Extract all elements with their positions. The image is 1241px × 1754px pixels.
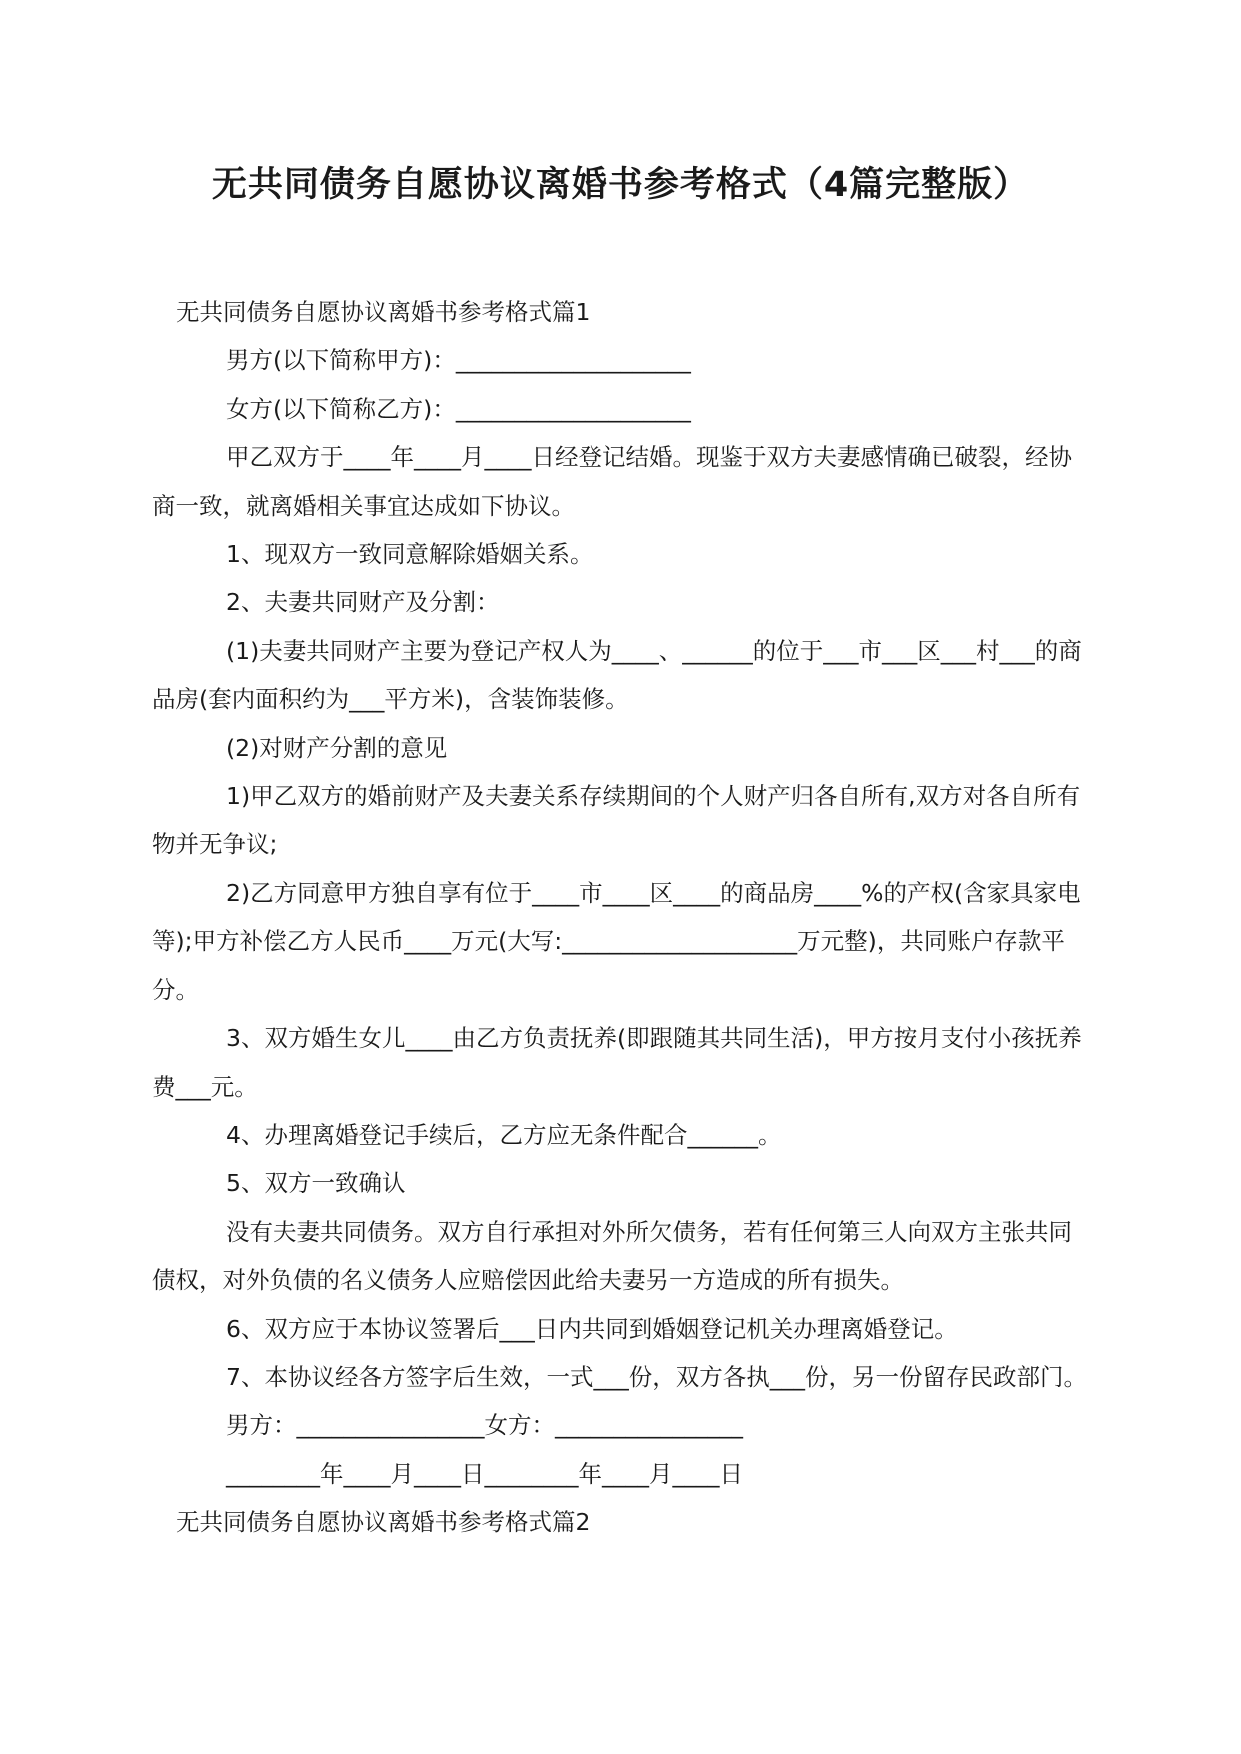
clause-5-text: 没有夫妻共同债务。双方自行承担对外所欠债务，若有任何第三人向双方主张共同债权，对外负债的名义债务人应赔偿因此给夫妻另一方造成的所有损失。 — [152, 1217, 1072, 1295]
clause-6: 6、双方应于本协议签署后___日内共同到婚姻登记机关办理离婚登记。 — [226, 1314, 958, 1343]
clause-1: 1、现双方一致同意解除婚姻关系。 — [226, 540, 594, 569]
section-heading: 无共同债务自愿协议离婚书参考格式篇2 — [176, 1508, 591, 1537]
paragraph-marriage-info: 甲乙双方于____年____月____日经登记结婚。现鉴于双方夫妻感情确已破裂，经协商一致，就离婚相关事宜达成如下协议。 — [152, 443, 1072, 520]
husband-field: 男方(以下简称甲方)：____________________ — [226, 346, 691, 375]
date-line: ________年____月____日________年____月____日 — [226, 1459, 743, 1488]
signature-line: 男方：________________女方：________________ — [226, 1411, 743, 1440]
clause-7: 7、本协议经各方签字后生效，一式___份，双方各执___份，另一份留存民政部门。 — [226, 1362, 1087, 1391]
clause-2: 2、夫妻共同财产及分割： — [226, 588, 500, 617]
clause-5: 5、双方一致确认 — [226, 1169, 406, 1198]
clause-2-subitem-1: 1)甲乙双方的婚前财产及夫妻关系存续期间的个人财产归各自所有,双方对各自所有物并无争议; — [152, 782, 1081, 859]
clause-2-item-1: (1)夫妻共同财产主要为登记产权人为____、______的位于___市___区___村___的商品房(套内面积约为___平方米)，含装饰装修。 — [152, 636, 1082, 714]
clause-3: 3、双方婚生女儿____由乙方负责抚养(即跟随其共同生活)，甲方按月支付小孩抚养费___元。 — [152, 1024, 1082, 1101]
document-title: 无共同债务自愿协议离婚书参考格式（4篇完整版） — [211, 165, 1030, 205]
wife-field: 女方(以下简称乙方)：____________________ — [226, 394, 691, 423]
section-heading: 无共同债务自愿协议离婚书参考格式篇1 — [176, 298, 591, 326]
clause-2-item-2: (2)对财产分割的意见 — [226, 733, 448, 762]
clause-4: 4、办理离婚登记手续后，乙方应无条件配合______。 — [226, 1120, 782, 1149]
document-body — [152, 288, 1090, 1547]
clause-2-subitem-2: 2)乙方同意甲方独自享有位于____市____区____的商品房____%的产权(含家具家电等);甲方补偿乙方人民币____万元(大写:____________________万元整)，共同账户存款平分。 — [152, 878, 1081, 1004]
